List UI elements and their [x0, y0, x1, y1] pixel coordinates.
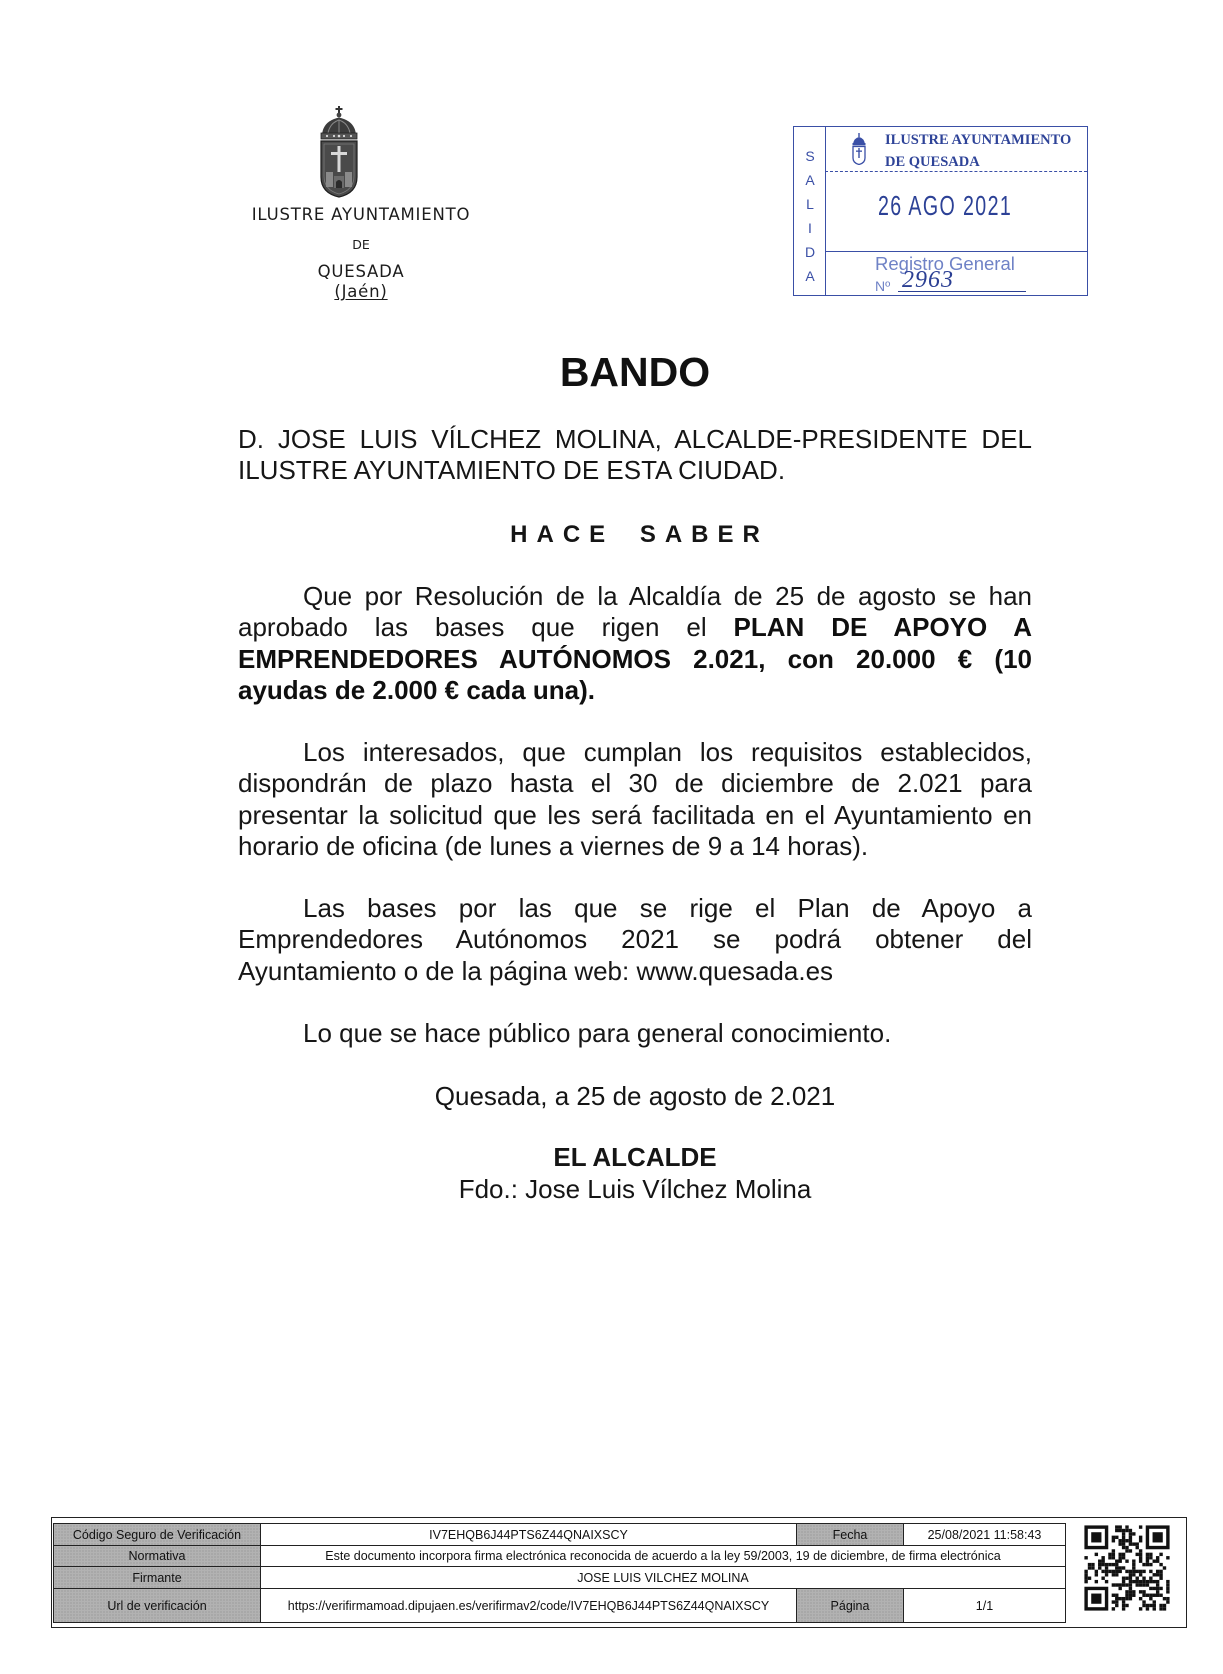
qr-module: [1122, 1532, 1125, 1535]
qr-module: [1146, 1583, 1149, 1586]
qr-module: [1136, 1577, 1139, 1580]
qr-module: [1129, 1536, 1132, 1539]
qr-module: [1156, 1583, 1159, 1586]
qr-module: [1118, 1583, 1121, 1586]
qr-module: [1149, 1577, 1152, 1580]
qr-module: [1115, 1594, 1118, 1597]
qr-module: [1129, 1570, 1132, 1573]
qr-module: [1091, 1532, 1101, 1542]
qr-module: [1129, 1577, 1132, 1580]
qr-module: [1112, 1573, 1115, 1576]
qr-module: [1122, 1553, 1125, 1556]
qr-module: [1139, 1536, 1142, 1539]
qr-module: [1132, 1566, 1135, 1569]
qr-module: [1108, 1556, 1111, 1559]
qr-module: [1129, 1573, 1132, 1576]
qr-module: [1159, 1577, 1162, 1580]
qr-module: [1118, 1525, 1121, 1528]
qr-module: [1118, 1559, 1121, 1562]
qr-module: [1122, 1577, 1125, 1580]
qr-module: [1118, 1529, 1121, 1532]
qr-module: [1098, 1563, 1101, 1566]
qr-module: [1129, 1549, 1132, 1552]
qr-module: [1142, 1590, 1145, 1593]
paragraph-resolution: [238, 581, 1032, 706]
qr-module: [1163, 1597, 1166, 1600]
qr-module: [1098, 1559, 1101, 1562]
header-province-text: (Jaén): [334, 282, 388, 301]
header-province: [248, 281, 474, 303]
qr-module: [1136, 1546, 1139, 1549]
stamp-date: 26 AGO 2021: [878, 190, 1013, 221]
qr-module: [1112, 1600, 1115, 1603]
stamp-number-prefix: Nº: [875, 278, 891, 294]
qr-module: [1125, 1546, 1128, 1549]
qr-module: [1129, 1529, 1132, 1532]
qr-module: [1156, 1573, 1159, 1576]
qr-module: [1166, 1597, 1169, 1600]
qr-module: [1105, 1563, 1108, 1566]
qr-module: [1122, 1542, 1125, 1545]
qr-module: [1159, 1570, 1162, 1573]
qr-module: [1129, 1597, 1132, 1600]
qr-module: [1112, 1563, 1115, 1566]
qr-module: [1122, 1546, 1125, 1549]
qr-module: [1122, 1607, 1125, 1610]
qr-module: [1108, 1563, 1111, 1566]
qr-module: [1101, 1563, 1104, 1566]
qr-module: [1122, 1583, 1125, 1586]
qr-module: [1166, 1556, 1169, 1559]
qr-module: [1166, 1583, 1169, 1586]
qr-module: [1163, 1566, 1166, 1569]
csv-label: Código Seguro de Verificación: [54, 1524, 261, 1546]
signatory-title: EL ALCALDE: [553, 1142, 717, 1172]
qr-module: [1149, 1563, 1152, 1566]
qr-module: [1139, 1583, 1142, 1586]
qr-module: [1136, 1580, 1139, 1583]
qr-module: [1142, 1563, 1145, 1566]
qr-module: [1108, 1570, 1111, 1573]
qr-module: [1153, 1580, 1156, 1583]
qr-module: [1112, 1539, 1115, 1542]
qr-module: [1156, 1590, 1159, 1593]
qr-module: [1139, 1597, 1142, 1600]
table-row: [54, 1567, 1066, 1589]
qr-module: [1146, 1556, 1149, 1559]
paragraph-resolution-bold: PLAN DE APOYO A EMPRENDEDORES AUTÓNOMOS 2.021, con 20.000 € (10 ayudas de 2.000 € cada una).: [238, 612, 1032, 705]
qr-module: [1112, 1583, 1115, 1586]
qr-module: [1118, 1597, 1121, 1600]
header-org-name: ILUSTRE AYUNTAMIENTO: [251, 205, 471, 224]
csv-value: IV7EHQB6J44PTS6Z44QNAIXSCY: [261, 1524, 797, 1546]
qr-module: [1088, 1577, 1091, 1580]
qr-module: [1122, 1604, 1125, 1607]
qr-module: [1136, 1583, 1139, 1586]
table-row: [54, 1546, 1066, 1567]
qr-module: [1139, 1607, 1142, 1610]
qr-module: [1091, 1566, 1094, 1569]
qr-module: [1139, 1580, 1142, 1583]
qr-module: [1101, 1570, 1104, 1573]
qr-module: [1149, 1580, 1152, 1583]
date-value: 25/08/2021 11:58:43: [904, 1524, 1066, 1546]
page-value: 1/1: [904, 1589, 1066, 1623]
qr-module: [1153, 1573, 1156, 1576]
page-title: BANDO: [559, 349, 711, 395]
qr-module: [1159, 1587, 1162, 1590]
qr-module: [1132, 1559, 1135, 1562]
qr-module: [1149, 1594, 1152, 1597]
qr-module: [1129, 1583, 1132, 1586]
qr-module: [1159, 1607, 1162, 1610]
qr-module: [1122, 1539, 1125, 1542]
qr-module: [1084, 1573, 1087, 1576]
qr-module: [1112, 1549, 1115, 1552]
qr-module: [1163, 1607, 1166, 1610]
qr-module: [1125, 1529, 1128, 1532]
qr-module: [1115, 1559, 1118, 1562]
qr-module: [1125, 1525, 1128, 1528]
qr-module: [1129, 1542, 1132, 1545]
normativa-label: Normativa: [54, 1546, 261, 1567]
qr-module: [1118, 1566, 1121, 1569]
normativa-value: Este documento incorpora firma electrónica reconocida de acuerdo a la ley 59/2003, 19 de diciembre, de firma electrónica: [261, 1546, 1066, 1567]
qr-module: [1105, 1566, 1108, 1569]
qr-module: [1125, 1577, 1128, 1580]
qr-module: [1159, 1573, 1162, 1576]
qr-module: [1136, 1553, 1139, 1556]
qr-module: [1091, 1563, 1094, 1566]
qr-module: [1149, 1570, 1152, 1573]
qr-module: [1139, 1573, 1142, 1576]
qr-module: [1105, 1573, 1108, 1576]
qr-module: [1132, 1570, 1135, 1573]
registry-stamp: [793, 126, 1088, 296]
paragraph-deadline: Los interesados, que cumplan los requisitos establecidos, dispondrán de plazo hasta el 30 de diciembre de 2.021 para presentar la solicitud que les será facilitada en el Ayuntamiento en horario de oficina (de lunes a viernes de 9 a 14 horas).: [238, 737, 1032, 861]
qr-module: [1084, 1556, 1087, 1559]
qr-module: [1112, 1570, 1115, 1573]
qr-module: [1142, 1583, 1145, 1586]
qr-module: [1132, 1542, 1135, 1545]
qr-module: [1153, 1594, 1156, 1597]
qr-module: [1129, 1587, 1132, 1590]
stamp-org-line1: ILUSTRE AYUNTAMIENTO: [885, 132, 1072, 148]
qr-module: [1125, 1604, 1128, 1607]
qr-module: [1153, 1532, 1163, 1542]
qr-module: [1132, 1563, 1135, 1566]
qr-module: [1132, 1573, 1135, 1576]
qr-module: [1139, 1559, 1142, 1562]
qr-module: [1156, 1580, 1159, 1583]
qr-module: [1095, 1570, 1098, 1573]
verification-footer: [51, 1517, 1187, 1628]
url-value: https://verifirmamoad.dipujaen.es/verifirmav2/code/IV7EHQB6J44PTS6Z44QNAIXSCY: [261, 1589, 797, 1623]
qr-module: [1101, 1577, 1104, 1580]
qr-module: [1166, 1590, 1169, 1593]
qr-module: [1139, 1556, 1142, 1559]
qr-module: [1115, 1570, 1118, 1573]
qr-module: [1136, 1542, 1139, 1545]
qr-module: [1129, 1580, 1132, 1583]
qr-module: [1146, 1607, 1149, 1610]
stamp-side-label: SALIDA: [802, 148, 818, 292]
qr-module: [1153, 1600, 1156, 1603]
qr-module: [1115, 1597, 1118, 1600]
qr-module: [1132, 1580, 1135, 1583]
qr-module: [1115, 1566, 1118, 1569]
qr-module: [1125, 1559, 1128, 1562]
qr-module: [1122, 1556, 1125, 1559]
qr-code-icon: [1080, 1522, 1174, 1614]
qr-module: [1129, 1590, 1132, 1593]
qr-module: [1084, 1570, 1087, 1573]
qr-module: [1146, 1580, 1149, 1583]
qr-module: [1156, 1594, 1159, 1597]
qr-module: [1101, 1559, 1104, 1562]
stamp-number: 2963: [902, 267, 954, 293]
signatory-name: Fdo.: Jose Luis Vílchez Molina: [458, 1174, 812, 1204]
verification-table: [53, 1523, 1066, 1623]
qr-module: [1159, 1553, 1162, 1556]
qr-module: [1153, 1559, 1156, 1562]
qr-module: [1125, 1590, 1128, 1593]
qr-module: [1142, 1577, 1145, 1580]
qr-module: [1149, 1556, 1152, 1559]
qr-module: [1166, 1580, 1169, 1583]
place-date: Quesada, a 25 de agosto de 2.021: [434, 1081, 836, 1111]
qr-module: [1156, 1559, 1159, 1562]
qr-module: [1095, 1580, 1098, 1583]
qr-module: [1084, 1580, 1087, 1583]
qr-module: [1159, 1594, 1162, 1597]
qr-module: [1112, 1556, 1115, 1559]
stamp-number-underline: [898, 291, 1026, 292]
qr-module: [1122, 1536, 1125, 1539]
stamp-registry-label: Registro General: [875, 253, 1015, 274]
qr-module: [1112, 1553, 1115, 1556]
qr-module: [1132, 1594, 1135, 1597]
qr-module: [1153, 1587, 1156, 1590]
intro-paragraph: D. JOSE LUIS VÍLCHEZ MOLINA, ALCALDE-PRESIDENTE DEL ILUSTRE AYUNTAMIENTO DE ESTA CIUDAD.: [238, 424, 1032, 486]
qr-module: [1156, 1587, 1159, 1590]
qr-module: [1118, 1553, 1121, 1556]
qr-module: [1142, 1570, 1145, 1573]
qr-module: [1129, 1532, 1132, 1535]
qr-module: [1118, 1556, 1121, 1559]
qr-module: [1118, 1542, 1121, 1545]
qr-module: [1125, 1549, 1128, 1552]
section-heading: HACE SABER: [510, 521, 769, 548]
qr-module: [1146, 1553, 1149, 1556]
qr-module: [1139, 1539, 1142, 1542]
qr-module: [1149, 1604, 1152, 1607]
stamp-divider-top: [825, 171, 1087, 172]
qr-module: [1115, 1525, 1118, 1528]
qr-module: [1139, 1525, 1142, 1528]
qr-module: [1105, 1580, 1108, 1583]
signer-label: Firmante: [54, 1567, 261, 1589]
qr-module: [1115, 1583, 1118, 1586]
qr-module: [1115, 1573, 1118, 1576]
qr-module: [1101, 1556, 1104, 1559]
shield: [321, 141, 357, 197]
qr-module: [1132, 1532, 1135, 1535]
qr-module: [1115, 1604, 1118, 1607]
qr-module: [1095, 1553, 1098, 1556]
stamp-side-column: [794, 127, 826, 295]
qr-module: [1153, 1607, 1156, 1610]
qr-module: [1095, 1573, 1098, 1576]
qr-module: [1139, 1549, 1142, 1552]
qr-module: [1139, 1570, 1142, 1573]
qr-module: [1118, 1570, 1121, 1573]
qr-module: [1098, 1566, 1101, 1569]
qr-module: [1149, 1587, 1152, 1590]
date-label: Fecha: [797, 1524, 904, 1546]
qr-module: [1122, 1566, 1125, 1569]
qr-module: [1118, 1539, 1121, 1542]
qr-module: [1139, 1553, 1142, 1556]
coat-of-arms-icon: [314, 106, 364, 198]
qr-module: [1125, 1583, 1128, 1586]
qr-module: [1125, 1570, 1128, 1573]
qr-module: [1108, 1553, 1111, 1556]
qr-module: [1142, 1600, 1145, 1603]
crown: [321, 106, 357, 139]
qr-module: [1136, 1570, 1139, 1573]
qr-module: [1159, 1563, 1162, 1566]
paragraph-public-notice: Lo que se hace público para general conocimiento.: [303, 1018, 892, 1048]
qr-module: [1122, 1597, 1125, 1600]
qr-module: [1149, 1553, 1152, 1556]
qr-module: [1159, 1604, 1162, 1607]
qr-module: [1149, 1597, 1152, 1600]
stamp-divider-bottom: [825, 251, 1087, 252]
qr-module: [1115, 1600, 1118, 1603]
qr-module: [1139, 1590, 1142, 1593]
qr-module: [1088, 1566, 1091, 1569]
header-town: QUESADA: [317, 262, 405, 281]
stamp-org-line2: DE QUESADA: [885, 154, 980, 170]
qr-module: [1125, 1539, 1128, 1542]
qr-module: [1166, 1587, 1169, 1590]
qr-module: [1166, 1600, 1169, 1603]
qr-module: [1091, 1594, 1101, 1604]
qr-module: [1142, 1604, 1145, 1607]
qr-module: [1156, 1556, 1159, 1559]
qr-module: [1163, 1604, 1166, 1607]
signer-value: JOSE LUIS VILCHEZ MOLINA: [261, 1567, 1066, 1589]
qr-module: [1122, 1580, 1125, 1583]
qr-module: [1084, 1577, 1087, 1580]
qr-module: [1118, 1587, 1121, 1590]
qr-module: [1115, 1529, 1118, 1532]
qr-module: [1142, 1580, 1145, 1583]
qr-module: [1105, 1570, 1108, 1573]
qr-module: [1146, 1559, 1149, 1562]
header-org-de: DE: [352, 237, 370, 252]
qr-module: [1115, 1563, 1118, 1566]
qr-module: [1125, 1594, 1128, 1597]
paragraph-resolution-text: Que por Resolución de la Alcaldía de 25 de agosto se han aprobado las bases que rigen el: [238, 581, 1032, 643]
qr-module: [1112, 1594, 1115, 1597]
qr-module: [1125, 1597, 1128, 1600]
qr-module: [1112, 1607, 1115, 1610]
paragraph-bases: Las bases por las que se rige el Plan de Apoyo a Emprendedores Autónomos 2021 se podrá obtener del Ayuntamiento o de la página web: www.quesada.es: [238, 893, 1032, 986]
qr-module: [1122, 1600, 1125, 1603]
url-label: Url de verificación: [54, 1589, 261, 1623]
qr-module: [1129, 1594, 1132, 1597]
qr-module: [1146, 1594, 1149, 1597]
qr-module: [1115, 1536, 1118, 1539]
page-label: Página: [797, 1589, 904, 1623]
qr-module: [1132, 1590, 1135, 1593]
qr-module: [1142, 1594, 1145, 1597]
qr-module: [1088, 1563, 1091, 1566]
table-row: [54, 1524, 1066, 1546]
qr-module: [1146, 1604, 1149, 1607]
qr-module: [1146, 1563, 1149, 1566]
qr-module: [1122, 1529, 1125, 1532]
coat-of-arms-icon: [850, 133, 868, 165]
table-row: [54, 1589, 1066, 1623]
qr-module: [1156, 1570, 1159, 1573]
qr-module: [1112, 1536, 1115, 1539]
qr-module: [1153, 1604, 1156, 1607]
qr-module: [1129, 1539, 1132, 1542]
